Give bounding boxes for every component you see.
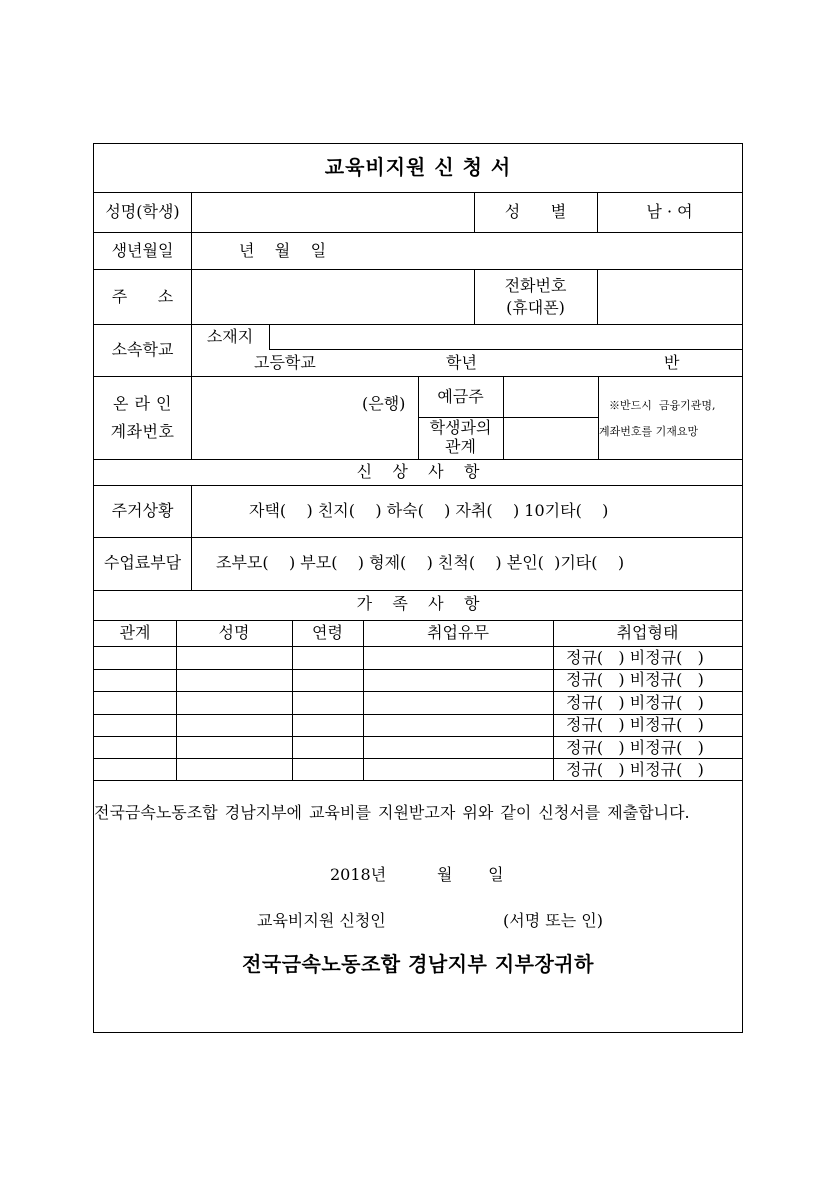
account-note: ※반드시 금융기관명, (609, 399, 716, 412)
mobile-label: (휴대폰) (506, 298, 565, 317)
employment-type-cell[interactable]: 정규( ) 비정규( ) (566, 648, 704, 667)
tuition-options[interactable]: 조부모( ) 부모( ) 형제( ) 친척( ) 본인( )기타( ) (216, 553, 625, 572)
birth-label: 생년월일 (111, 241, 174, 260)
name-label: 성명(학생) (105, 202, 180, 221)
employment-type-cell[interactable]: 정규( ) 비정규( ) (566, 715, 704, 734)
holder-label: 예금주 (437, 387, 484, 406)
relation-label: 학생과의 (429, 418, 492, 437)
birth-value[interactable]: 년 월 일 (239, 241, 327, 260)
header-name: 성명 (218, 623, 250, 642)
account-number-label: 계좌번호 (110, 422, 175, 441)
personal-section-title: 신 상 사 항 (356, 462, 480, 481)
header-relation: 관계 (119, 623, 151, 642)
address-label: 주 소 (111, 287, 174, 306)
account-label: 온 라 인 (112, 394, 173, 413)
family-section-title: 가 족 사 항 (356, 594, 480, 613)
signature-label[interactable]: (서명 또는 인) (503, 911, 603, 930)
class-label: 반 (664, 353, 680, 372)
highschool-label: 고등학교 (254, 353, 316, 372)
employment-type-cell[interactable]: 정규( ) 비정규( ) (566, 760, 704, 779)
gender-label: 성 별 (504, 202, 567, 221)
declaration-text: 전국금속노동조합 경남지부에 교육비를 지원받고자 위와 같이 신청서를 제출합니다. (94, 803, 690, 822)
account-note-2: 계좌번호를 기재요망 (599, 425, 699, 438)
header-employment: 취업유무 (427, 623, 489, 642)
header-age: 연령 (312, 623, 343, 642)
housing-options[interactable]: 자택( ) 친지( ) 하숙( ) 자취( ) 10기타( ) (249, 501, 609, 520)
header-employment-type: 취업형태 (616, 623, 679, 642)
housing-label: 주거상황 (111, 501, 174, 520)
employment-type-cell[interactable]: 정규( ) 비정규( ) (566, 693, 704, 712)
location-label: 소재지 (206, 327, 254, 346)
phone-label: 전화번호 (504, 276, 567, 295)
grade-label: 학년 (446, 353, 477, 372)
relation-label-2: 관계 (445, 437, 476, 456)
application-form (93, 143, 743, 1033)
tuition-label: 수업료부담 (103, 553, 182, 572)
school-label: 소속학교 (111, 340, 174, 359)
gender-value[interactable]: 남 · 여 (646, 202, 693, 221)
bank-label: (은행) (362, 394, 406, 413)
recipient: 전국금속노동조합 경남지부 지부장귀하 (242, 952, 594, 976)
form-title: 교육비지원 신 청 서 (324, 155, 512, 179)
applicant-label: 교육비지원 신청인 (257, 911, 386, 930)
employment-type-cell[interactable]: 정규( ) 비정규( ) (566, 670, 704, 689)
application-date[interactable]: 2018년 월 일 (330, 865, 504, 884)
employment-type-cell[interactable]: 정규( ) 비정규( ) (566, 738, 704, 757)
